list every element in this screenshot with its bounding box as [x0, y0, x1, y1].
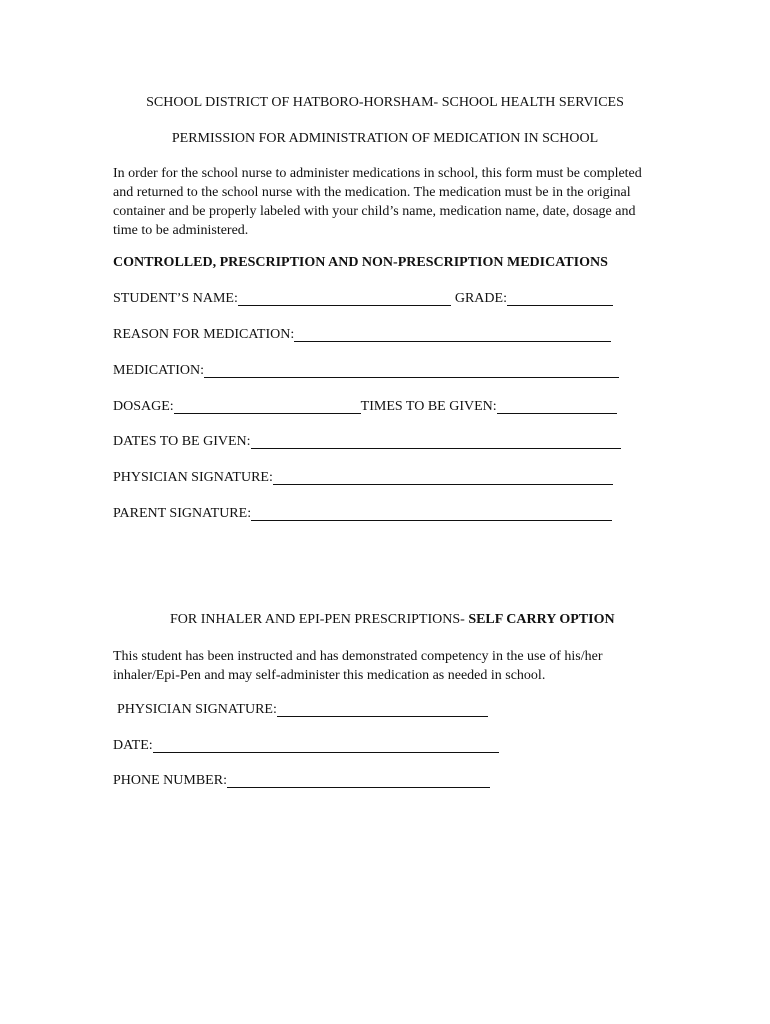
self-carry-phone-label: PHONE NUMBER: [113, 773, 227, 788]
intro-paragraph: In order for the school nurse to administer medications in school, this form must be completed and returned to the school nurse with the medication. The medication must be in the original container and be properly labeled with your child’s name, medication name, date, dosage and time to be administered. [113, 166, 642, 238]
dates-label: DATES TO BE GIVEN: [113, 434, 251, 449]
parent-signature-label: PARENT SIGNATURE: [113, 506, 252, 521]
self-carry-date-row [113, 737, 499, 755]
student-name-field[interactable] [238, 291, 451, 306]
reason-field[interactable] [294, 327, 611, 342]
parent-signature-row [113, 505, 612, 523]
self-carry-heading-bold: SELF CARRY OPTION [468, 612, 615, 627]
times-field[interactable] [497, 399, 617, 414]
self-carry-physician-field[interactable] [277, 702, 488, 717]
medication-label: MEDICATION: [113, 363, 204, 378]
physician-signature-field[interactable] [273, 470, 613, 485]
self-carry-heading-prefix: FOR INHALER AND EPI-PEN PRESCRIPTIONS- [170, 612, 469, 627]
dosage-label: DOSAGE: [113, 399, 174, 414]
student-name-row [113, 290, 613, 308]
dates-field[interactable] [251, 434, 621, 449]
self-carry-phone-field[interactable] [227, 773, 490, 788]
district-header: SCHOOL DISTRICT OF HATBORO-HORSHAM- SCHOOL HEALTH SERVICES [146, 95, 624, 110]
dosage-field[interactable] [174, 399, 361, 414]
self-carry-phone-row [113, 772, 490, 790]
medication-field[interactable] [204, 363, 619, 378]
times-label: TIMES TO BE GIVEN: [360, 399, 497, 414]
self-carry-date-field[interactable] [153, 738, 499, 753]
medication-row [113, 362, 619, 380]
physician-signature-row [113, 469, 613, 487]
reason-label: REASON FOR MEDICATION: [113, 327, 295, 342]
self-carry-physician-row [117, 701, 488, 719]
student-name-label: STUDENT’S NAME: [113, 291, 238, 306]
section-heading-medications: CONTROLLED, PRESCRIPTION AND NON-PRESCRIPTION MEDICATIONS [113, 255, 608, 270]
self-carry-heading [170, 611, 615, 629]
reason-row [113, 326, 611, 344]
grade-label: GRADE: [454, 291, 507, 306]
form-title: PERMISSION FOR ADMINISTRATION OF MEDICATION IN SCHOOL [171, 131, 599, 146]
self-carry-physician-label: PHYSICIAN SIGNATURE: [117, 702, 277, 717]
grade-field[interactable] [507, 291, 613, 306]
self-carry-date-label: DATE: [113, 738, 153, 753]
dosage-row [113, 398, 617, 416]
self-carry-paragraph: This student has been instructed and has demonstrated competency in the use of his/her inhaler/Epi-Pen and may self-administer this medication as needed in school. [113, 649, 603, 683]
parent-signature-field[interactable] [251, 506, 612, 521]
dates-row [113, 433, 621, 451]
physician-signature-label: PHYSICIAN SIGNATURE: [113, 470, 273, 485]
